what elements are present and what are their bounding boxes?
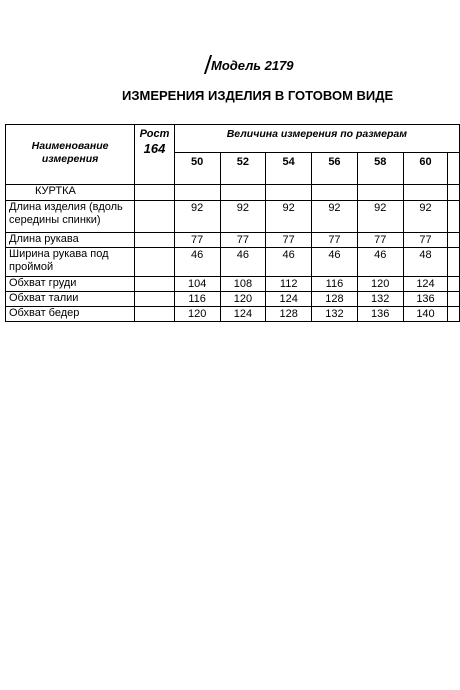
size-header-cell: 50	[174, 153, 220, 185]
value-cell: 77	[312, 233, 358, 248]
row-label: Обхват бедер	[6, 307, 135, 322]
value-cell: 46	[174, 248, 220, 277]
empty-cell	[220, 185, 266, 201]
value-cell: 124	[266, 292, 312, 307]
value-cell: 92	[266, 201, 312, 233]
empty-cell	[135, 233, 175, 248]
empty-cell	[357, 185, 403, 201]
empty-cell	[135, 248, 175, 277]
value-cell: 140	[403, 307, 448, 322]
value-cell: 116	[312, 277, 358, 292]
empty-cell	[448, 292, 460, 307]
value-cell: 46	[357, 248, 403, 277]
value-cell: 92	[357, 201, 403, 233]
row-label: Ширина рукава под проймой	[6, 248, 135, 277]
table-row	[6, 292, 460, 307]
empty-cell	[174, 185, 220, 201]
value-cell: 46	[312, 248, 358, 277]
section-label: КУРТКА	[6, 185, 135, 201]
empty-cell	[266, 185, 312, 201]
table-row	[6, 233, 460, 248]
value-cell: 77	[357, 233, 403, 248]
value-cell: 77	[266, 233, 312, 248]
value-cell: 92	[312, 201, 358, 233]
value-cell: 120	[357, 277, 403, 292]
value-cell: 77	[174, 233, 220, 248]
empty-cell	[448, 277, 460, 292]
empty-cell	[312, 185, 358, 201]
size-header-cell: 52	[220, 153, 266, 185]
value-cell: 77	[220, 233, 266, 248]
size-header-cell: 58	[357, 153, 403, 185]
value-cell: 92	[220, 201, 266, 233]
value-cell: 136	[357, 307, 403, 322]
value-cell: 124	[220, 307, 266, 322]
model-label-text: Модель 2179	[211, 58, 294, 73]
table-row	[6, 248, 460, 277]
height-label: Рост	[139, 128, 170, 140]
value-cell: 104	[174, 277, 220, 292]
value-cell: 128	[266, 307, 312, 322]
empty-cell	[448, 233, 460, 248]
measurement-table	[5, 124, 460, 322]
value-cell: 128	[312, 292, 358, 307]
column-header-name: Наименование измерения	[6, 125, 135, 185]
value-cell: 46	[220, 248, 266, 277]
value-cell: 120	[174, 307, 220, 322]
size-header-cell: 60	[403, 153, 448, 185]
sizes-header: Величина измерения по размерам	[174, 125, 459, 153]
value-cell: 48	[403, 248, 448, 277]
table-row	[6, 307, 460, 322]
empty-cell	[448, 248, 460, 277]
empty-cell	[135, 292, 175, 307]
empty-cell	[448, 201, 460, 233]
height-value: 164	[143, 141, 166, 156]
value-cell: 132	[312, 307, 358, 322]
empty-cell	[135, 307, 175, 322]
empty-cell	[135, 277, 175, 292]
row-label: Длина рукава	[6, 233, 135, 248]
value-cell: 77	[403, 233, 448, 248]
table-row	[6, 277, 460, 292]
column-header-height	[135, 125, 175, 185]
size-header-cell: 54	[266, 153, 312, 185]
value-cell: 46	[266, 248, 312, 277]
empty-cell	[403, 185, 448, 201]
empty-cell	[135, 201, 175, 233]
value-cell: 108	[220, 277, 266, 292]
value-cell: 132	[357, 292, 403, 307]
model-label	[211, 58, 294, 73]
value-cell: 92	[174, 201, 220, 233]
page-title: ИЗМЕРЕНИЯ ИЗДЕЛИЯ В ГОТОВОМ ВИДЕ	[122, 88, 394, 103]
empty-cell	[448, 307, 460, 322]
row-label: Длина изделия (вдоль середины спинки)	[6, 201, 135, 233]
value-cell: 92	[403, 201, 448, 233]
table-row	[6, 201, 460, 233]
value-cell: 120	[220, 292, 266, 307]
value-cell: 124	[403, 277, 448, 292]
empty-cell	[135, 185, 175, 201]
row-label: Обхват талии	[6, 292, 135, 307]
size-header-cell: 56	[312, 153, 358, 185]
row-label: Обхват груди	[6, 277, 135, 292]
value-cell: 136	[403, 292, 448, 307]
empty-cell	[448, 185, 460, 201]
empty-cell	[448, 153, 460, 185]
value-cell: 116	[174, 292, 220, 307]
value-cell: 112	[266, 277, 312, 292]
